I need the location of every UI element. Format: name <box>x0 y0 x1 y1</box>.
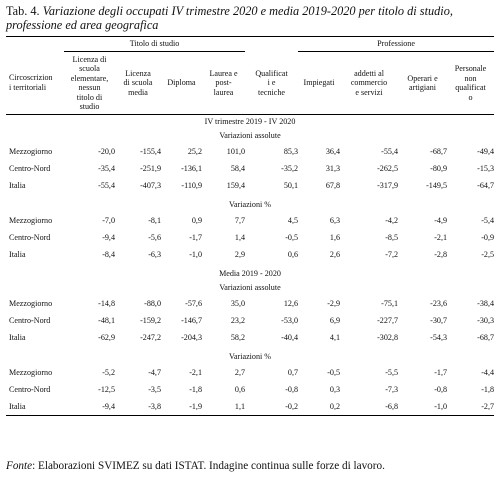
table-row <box>6 295 494 312</box>
table-cell: -23,6 <box>430 298 448 308</box>
row-area-label: Italia <box>9 332 26 342</box>
table-cell: 6,9 <box>329 315 341 325</box>
table-cell: 25,2 <box>187 146 202 156</box>
table-cell: -38,4 <box>477 298 495 308</box>
table-cell: 0,6 <box>234 384 246 394</box>
table-cell: -1,8 <box>189 384 202 394</box>
table-cell: -7,2 <box>385 249 399 259</box>
table-cell: -155,4 <box>140 146 161 156</box>
table-row <box>6 381 494 398</box>
footnote-label: Fonte <box>6 460 33 472</box>
row-area-label: Italia <box>9 401 26 411</box>
table-cell: 0,9 <box>191 215 202 225</box>
footnote-text: : Elaborazioni SVIMEZ su dati ISTAT. Indagine continua sulle forze di lavoro. <box>32 460 385 472</box>
group-professione: Professione <box>298 37 494 52</box>
table-cell: -2,1 <box>189 367 202 377</box>
table-cell: -20,0 <box>98 146 115 156</box>
row-area-label: Centro-Nord <box>9 232 51 242</box>
table-cell: 1,1 <box>234 401 246 411</box>
table-cell: -3,8 <box>148 401 161 411</box>
block-label: Variazioni assolute <box>219 283 281 293</box>
table-cell: 0,7 <box>287 367 299 377</box>
table-cell: -2,1 <box>434 232 448 242</box>
row-area-label: Centro-Nord <box>9 163 51 173</box>
table-row <box>6 143 494 160</box>
table-cell: 0,2 <box>329 401 341 411</box>
table-cell: 12,6 <box>283 298 299 308</box>
table-cell: -68,7 <box>430 146 448 156</box>
table-caption: Variazione degli occupati IV trimestre 2020 e media 2019-2020 per titolo di studio, professione ed area geografica <box>6 4 453 32</box>
row-area-label: Italia <box>9 180 26 190</box>
table-cell: -15,3 <box>477 163 495 173</box>
table-title <box>6 4 494 32</box>
table-cell: -227,7 <box>377 315 399 325</box>
table-cell: -146,7 <box>181 315 202 325</box>
block-label-row <box>6 350 494 364</box>
block-label-row <box>6 129 494 143</box>
table-cell: -62,9 <box>98 332 115 342</box>
table-cell: -317,9 <box>377 180 399 190</box>
table-row <box>6 177 494 194</box>
table-cell: -55,4 <box>98 180 115 190</box>
column-header: Personale non qualificat o <box>454 64 487 102</box>
group-titolo-di-studio: Titolo di studio <box>64 37 245 52</box>
table-cell: -251,9 <box>140 163 161 173</box>
column-header: Licenza di scuola media <box>123 68 153 97</box>
block-label: Variazioni % <box>229 200 272 210</box>
table-number: Tab. 4. <box>6 4 40 18</box>
table-cell: 36,4 <box>325 146 341 156</box>
table-cell: -68,7 <box>477 332 495 342</box>
table-cell: -9,4 <box>102 401 115 411</box>
table-cell: -0,2 <box>285 401 299 411</box>
row-area-label: Centro-Nord <box>9 315 51 325</box>
table-row <box>6 364 494 381</box>
table-cell: -9,4 <box>102 232 115 242</box>
table-cell: -5,4 <box>481 215 495 225</box>
table-cell: 1,4 <box>234 232 246 242</box>
table-cell: -0,5 <box>285 232 299 242</box>
table-cell: -2,5 <box>481 249 495 259</box>
column-header: addetti al commercio e servizi <box>350 68 388 97</box>
table-cell: -5,5 <box>385 367 399 377</box>
table-cell: -0,8 <box>434 384 448 394</box>
column-group-header <box>6 37 494 52</box>
row-area-label: Mezzogiorno <box>9 298 53 308</box>
table-cell: -40,4 <box>281 332 299 342</box>
table-cell: -48,1 <box>98 315 115 325</box>
table-cell: 1,6 <box>329 232 341 242</box>
table-cell: -2,8 <box>434 249 448 259</box>
block-label-row <box>6 281 494 295</box>
data-table <box>6 36 494 416</box>
row-area-label: Centro-Nord <box>9 384 51 394</box>
table-cell: 4,1 <box>329 332 341 342</box>
table-row <box>6 160 494 177</box>
table-cell: -1,9 <box>189 401 202 411</box>
block-label: Variazioni % <box>229 352 272 362</box>
table-cell: -6,3 <box>148 249 161 259</box>
table-cell: 58,2 <box>230 332 246 342</box>
table-row <box>6 246 494 263</box>
table-cell: 50,1 <box>283 180 299 190</box>
table-cell: -75,1 <box>381 298 399 308</box>
row-area-label: Italia <box>9 249 26 259</box>
table-row <box>6 398 494 416</box>
column-header: Circoscrizion i territoriali <box>9 73 53 92</box>
table-cell: 85,3 <box>283 146 299 156</box>
table-cell: -12,5 <box>98 384 115 394</box>
column-header: Licenza di scuola elementare, nessun titolo di studio <box>70 54 109 111</box>
table-cell: -30,7 <box>430 315 448 325</box>
table-cell: 23,2 <box>230 315 246 325</box>
table-cell: -7,0 <box>102 215 115 225</box>
table-cell: -4,4 <box>481 367 495 377</box>
table-cell: -4,9 <box>434 215 448 225</box>
table-cell: -5,6 <box>148 232 161 242</box>
table-row <box>6 329 494 346</box>
table-cell: 0,3 <box>329 384 341 394</box>
table-cell: -302,8 <box>377 332 399 342</box>
table-cell: -64,7 <box>477 180 495 190</box>
table-cell: -80,9 <box>430 163 448 173</box>
block-label: Variazioni assolute <box>219 131 281 141</box>
table-cell: -1,7 <box>434 367 448 377</box>
table-cell: -1,8 <box>481 384 495 394</box>
row-area-label: Mezzogiorno <box>9 215 53 225</box>
table-row <box>6 312 494 329</box>
column-header-row <box>6 52 494 115</box>
table-cell: -204,3 <box>181 332 202 342</box>
table-cell: -0,8 <box>285 384 299 394</box>
table-cell: -3,5 <box>148 384 161 394</box>
column-header: Qualificat i e tecniche <box>255 68 288 97</box>
table-cell: -55,4 <box>381 146 399 156</box>
table-cell: -2,9 <box>327 298 341 308</box>
table-cell: -0,5 <box>327 367 341 377</box>
period-label-row <box>6 267 494 281</box>
table-cell: -49,4 <box>477 146 495 156</box>
table-cell: -4,7 <box>148 367 161 377</box>
period-label-row <box>6 115 494 130</box>
table-cell: -8,5 <box>385 232 399 242</box>
table-cell: 159,4 <box>226 180 246 190</box>
table-cell: -159,2 <box>140 315 161 325</box>
table-cell: -0,9 <box>481 232 495 242</box>
table-cell: -35,2 <box>281 163 299 173</box>
table-cell: -1,0 <box>189 249 202 259</box>
table-cell: -57,6 <box>185 298 202 308</box>
table-cell: -2,7 <box>481 401 495 411</box>
table-row <box>6 229 494 246</box>
table-cell: -6,8 <box>385 401 399 411</box>
table-cell: -35,4 <box>98 163 115 173</box>
table-cell: -7,3 <box>385 384 399 394</box>
table-cell: -110,9 <box>181 180 202 190</box>
block-label-row <box>6 198 494 212</box>
table-cell: -136,1 <box>181 163 202 173</box>
table-cell: -1,7 <box>189 232 202 242</box>
row-area-label: Mezzogiorno <box>9 146 53 156</box>
table-cell: 101,0 <box>226 146 246 156</box>
period-label: Media 2019 - 2020 <box>219 269 281 279</box>
column-header: Diploma <box>167 78 196 88</box>
table-cell: 4,5 <box>287 215 299 225</box>
column-header: Operari e artigiani <box>407 73 438 92</box>
table-cell: -14,8 <box>98 298 115 308</box>
table-cell: -149,5 <box>426 180 448 190</box>
table-cell: -54,3 <box>430 332 448 342</box>
footnote <box>6 459 494 473</box>
row-area-label: Mezzogiorno <box>9 367 53 377</box>
table-cell: -262,5 <box>377 163 399 173</box>
table-cell: -8,1 <box>148 215 161 225</box>
table-cell: -407,3 <box>140 180 161 190</box>
table-cell: 2,6 <box>329 249 341 259</box>
table-cell: 7,7 <box>234 215 246 225</box>
table-cell: -1,0 <box>434 401 448 411</box>
table-cell: 2,9 <box>234 249 246 259</box>
table-cell: 35,0 <box>230 298 246 308</box>
period-label: IV trimestre 2019 - IV 2020 <box>204 117 296 127</box>
table-cell: 6,3 <box>329 215 341 225</box>
column-header: Impiegati <box>303 78 335 88</box>
table-cell: -5,2 <box>102 367 115 377</box>
column-header: Laurea e post- laurea <box>209 68 238 97</box>
table-cell: -53,0 <box>281 315 299 325</box>
table-cell: -88,0 <box>144 298 161 308</box>
table-body <box>6 115 494 416</box>
table-cell: -4,2 <box>385 215 399 225</box>
table-cell: -30,3 <box>477 315 495 325</box>
table-cell: -247,2 <box>140 332 161 342</box>
table-cell: 0,6 <box>287 249 299 259</box>
table-cell: -8,4 <box>102 249 115 259</box>
table-cell: 31,3 <box>325 163 341 173</box>
table-cell: 58,4 <box>230 163 246 173</box>
table-cell: 2,7 <box>234 367 246 377</box>
table-row <box>6 212 494 229</box>
table-cell: 67,8 <box>325 180 341 190</box>
